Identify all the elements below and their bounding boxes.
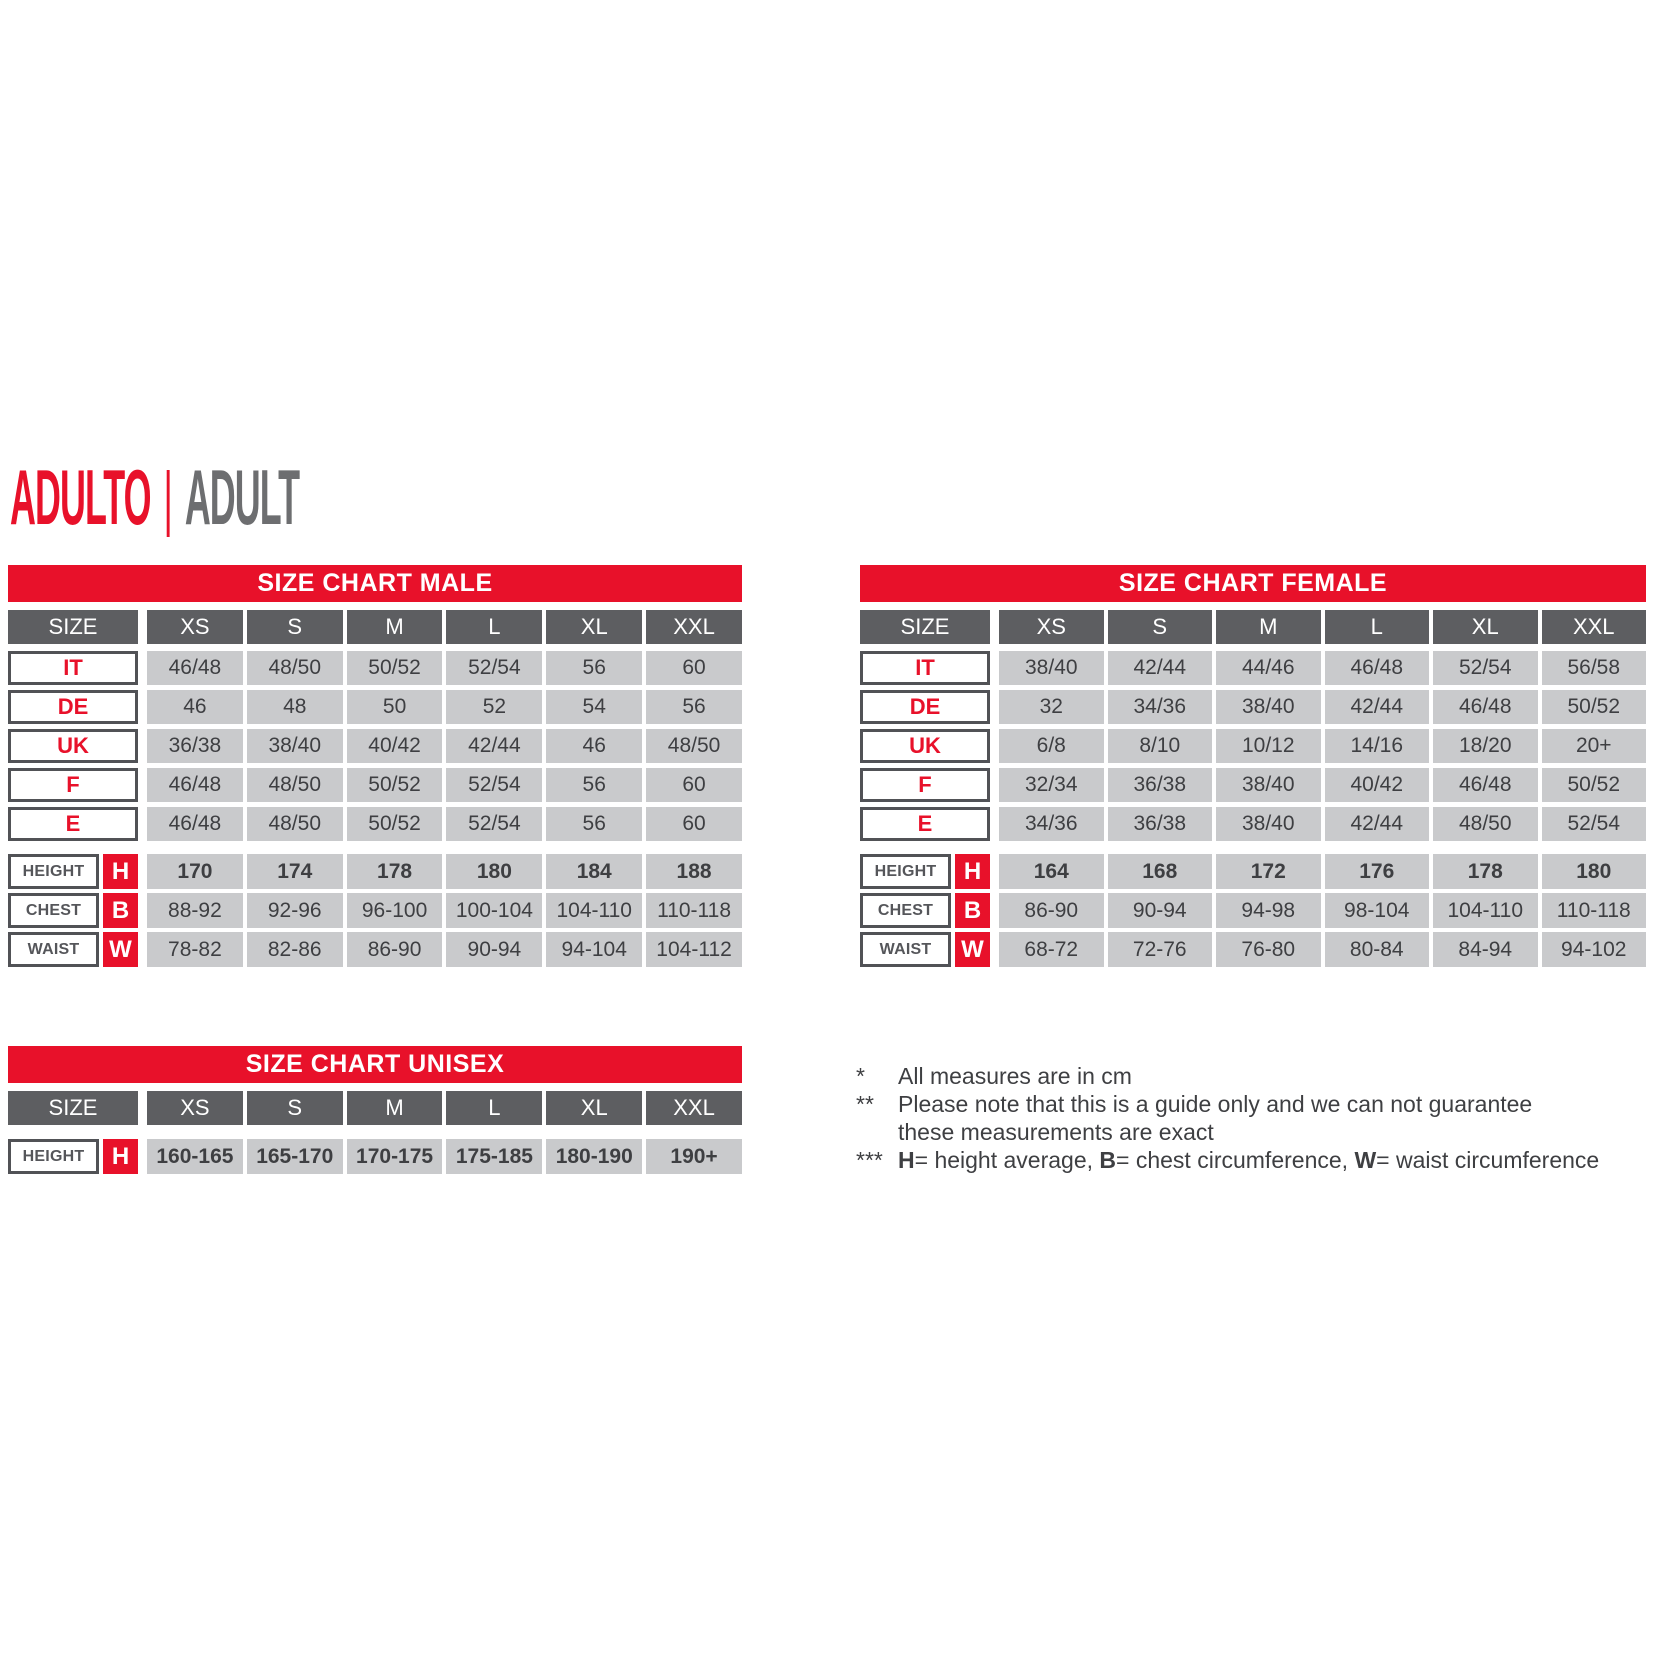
footnote-marker: *	[856, 1063, 865, 1089]
column-header-m: M	[347, 610, 443, 644]
measurement-value-cell: 98-104	[1325, 893, 1430, 928]
size-system-label: IT	[860, 651, 990, 685]
footnote-text	[898, 1146, 1654, 1174]
size-value-cell: 38/40	[999, 651, 1104, 685]
size-value-cell: 56	[546, 768, 642, 802]
measurement-value-cell: 78-82	[147, 932, 243, 967]
table-body	[8, 610, 742, 967]
page-title-english: ADULT	[184, 453, 300, 541]
column-header-s: S	[247, 1091, 343, 1125]
measurement-letter-badge: B	[103, 893, 138, 928]
measurement-value-cell: 164	[999, 854, 1104, 889]
column-header-size: SIZE	[8, 1091, 138, 1125]
size-value-cell: 42/44	[1108, 651, 1213, 685]
size-value-cell: 56	[646, 690, 742, 724]
size-value-cell: 10/12	[1216, 729, 1321, 763]
table-header-row	[8, 610, 742, 644]
size-value-cell: 14/16	[1325, 729, 1430, 763]
size-chart-unisex-table	[8, 1046, 742, 1178]
footnote-marker: ***	[856, 1147, 883, 1173]
measurements-group	[8, 854, 742, 967]
size-value-cell: 52/54	[446, 651, 542, 685]
size-value-cell: 48/50	[646, 729, 742, 763]
size-value-cell: 50/52	[347, 768, 443, 802]
size-value-cell: 38/40	[1216, 768, 1321, 802]
measurement-value-cell: 178	[1433, 854, 1538, 889]
column-header-xxl: XXL	[646, 610, 742, 644]
size-value-cell: 46/48	[1433, 690, 1538, 724]
size-value-cell: 46/48	[147, 768, 243, 802]
size-value-cell: 20+	[1542, 729, 1647, 763]
measurement-value-cell: 180	[1542, 854, 1647, 889]
size-system-label: E	[860, 807, 990, 841]
size-value-cell: 38/40	[247, 729, 343, 763]
measurement-label: WAIST	[860, 932, 951, 967]
measurement-value-cell: 84-94	[1433, 932, 1538, 967]
measurement-label: CHEST	[8, 893, 99, 928]
footnote-segment: H	[898, 1147, 915, 1173]
size-system-row	[860, 729, 1646, 763]
footnote-line	[856, 1118, 1654, 1146]
footnote-segment: these measurements are exact	[898, 1119, 1214, 1145]
measurement-letter-badge: H	[955, 854, 990, 889]
size-value-cell: 48/50	[247, 807, 343, 841]
measurement-value-cell: 176	[1325, 854, 1430, 889]
footnote-segment: Please note that this is a guide only and we can not guarantee	[898, 1091, 1533, 1117]
measurement-value-cell: 178	[347, 854, 443, 889]
measurement-value-cell: 94-104	[546, 932, 642, 967]
measurement-value-cell: 104-110	[546, 893, 642, 928]
size-value-cell: 46/48	[1325, 651, 1430, 685]
measurements-group	[8, 1139, 742, 1174]
measurement-value-cell: 86-90	[999, 893, 1104, 928]
measurement-letter-badge: H	[103, 1139, 138, 1174]
size-value-cell: 48	[247, 690, 343, 724]
size-value-cell: 52/54	[1433, 651, 1538, 685]
size-chart-male-table	[8, 565, 742, 971]
column-header-xs: XS	[147, 1091, 243, 1125]
size-value-cell: 52/54	[446, 768, 542, 802]
title-divider: |	[163, 456, 172, 538]
size-system-row	[8, 807, 742, 841]
column-header-xs: XS	[999, 610, 1104, 644]
measurement-value-cell: 160-165	[147, 1139, 243, 1174]
measurement-row	[8, 854, 742, 889]
size-value-cell: 44/46	[1216, 651, 1321, 685]
size-value-cell: 48/50	[247, 768, 343, 802]
measurement-label: CHEST	[860, 893, 951, 928]
column-header-xl: XL	[546, 610, 642, 644]
measurement-label: HEIGHT	[8, 854, 99, 889]
size-value-cell: 46/48	[147, 807, 243, 841]
size-system-label: F	[8, 768, 138, 802]
footnote-line	[856, 1090, 1654, 1118]
table-title: SIZE CHART UNISEX	[245, 1050, 505, 1078]
size-value-cell: 50/52	[1542, 768, 1647, 802]
measurement-label: HEIGHT	[8, 1139, 99, 1174]
measurement-letter-badge: H	[103, 854, 138, 889]
size-value-cell: 52/54	[1542, 807, 1647, 841]
measurement-value-cell: 170	[147, 854, 243, 889]
size-system-label: DE	[860, 690, 990, 724]
column-header-l: L	[1325, 610, 1430, 644]
size-system-row	[860, 807, 1646, 841]
measurement-value-cell: 100-104	[446, 893, 542, 928]
size-system-row	[8, 729, 742, 763]
footnote-segment: = height average,	[914, 1147, 1100, 1173]
column-header-xxl: XXL	[1542, 610, 1647, 644]
measurement-value-cell: 96-100	[347, 893, 443, 928]
size-value-cell: 36/38	[147, 729, 243, 763]
measurement-value-cell: 174	[247, 854, 343, 889]
measurement-value-cell: 88-92	[147, 893, 243, 928]
footnote-text	[898, 1118, 1654, 1146]
size-value-cell: 46	[546, 729, 642, 763]
size-value-cell: 38/40	[1216, 690, 1321, 724]
page-title	[10, 452, 639, 542]
column-header-xl: XL	[1433, 610, 1538, 644]
size-value-cell: 36/38	[1108, 807, 1213, 841]
size-value-cell: 56/58	[1542, 651, 1647, 685]
measurement-row	[860, 893, 1646, 928]
footnote-segment: = waist circumference	[1376, 1147, 1600, 1173]
size-value-cell: 60	[646, 651, 742, 685]
size-value-cell: 52/54	[446, 807, 542, 841]
size-value-cell: 46/48	[147, 651, 243, 685]
measurement-value-cell: 180	[446, 854, 542, 889]
size-value-cell: 6/8	[999, 729, 1104, 763]
size-value-cell: 48/50	[1433, 807, 1538, 841]
measurements-group	[860, 854, 1646, 967]
measurement-value-cell: 94-98	[1216, 893, 1321, 928]
measurement-letter-badge: B	[955, 893, 990, 928]
measurement-value-cell: 165-170	[247, 1139, 343, 1174]
size-value-cell: 50	[347, 690, 443, 724]
size-value-cell: 38/40	[1216, 807, 1321, 841]
measurement-value-cell: 172	[1216, 854, 1321, 889]
size-value-cell: 60	[646, 807, 742, 841]
measurement-value-cell: 110-118	[646, 893, 742, 928]
column-header-l: L	[446, 1091, 542, 1125]
size-system-row	[8, 651, 742, 685]
size-chart-female-table	[860, 565, 1646, 971]
footnote-marker: **	[856, 1091, 874, 1117]
measurement-row	[860, 854, 1646, 889]
size-value-cell: 50/52	[347, 807, 443, 841]
size-system-row	[8, 690, 742, 724]
size-value-cell: 46	[147, 690, 243, 724]
size-value-cell: 32/34	[999, 768, 1104, 802]
measurement-value-cell: 94-102	[1542, 932, 1647, 967]
size-value-cell: 36/38	[1108, 768, 1213, 802]
column-header-xxl: XXL	[646, 1091, 742, 1125]
table-title-bar	[8, 1046, 742, 1083]
size-value-cell: 42/44	[446, 729, 542, 763]
size-value-cell: 40/42	[1325, 768, 1430, 802]
footnote-text	[898, 1062, 1654, 1090]
size-value-cell: 56	[546, 651, 642, 685]
measurement-label: WAIST	[8, 932, 99, 967]
footnote-segment: W	[1354, 1147, 1377, 1173]
measurement-value-cell: 188	[646, 854, 742, 889]
size-system-label: E	[8, 807, 138, 841]
measurement-value-cell: 90-94	[446, 932, 542, 967]
size-value-cell: 8/10	[1108, 729, 1213, 763]
table-body	[8, 1091, 742, 1174]
size-value-cell: 40/42	[347, 729, 443, 763]
column-header-xl: XL	[546, 1091, 642, 1125]
size-value-cell: 42/44	[1325, 690, 1430, 724]
table-body	[860, 610, 1646, 967]
size-system-label: UK	[8, 729, 138, 763]
column-header-size: SIZE	[860, 610, 990, 644]
measurement-value-cell: 82-86	[247, 932, 343, 967]
size-value-cell: 42/44	[1325, 807, 1430, 841]
measurement-row	[8, 932, 742, 967]
footnote-line	[856, 1062, 1654, 1090]
footnote-segment: All measures are in cm	[898, 1063, 1132, 1089]
measurement-value-cell: 92-96	[247, 893, 343, 928]
table-title: SIZE CHART MALE	[257, 569, 493, 597]
column-header-size: SIZE	[8, 610, 138, 644]
table-header-row	[860, 610, 1646, 644]
column-header-m: M	[347, 1091, 443, 1125]
column-header-l: L	[446, 610, 542, 644]
footnotes	[856, 1062, 1654, 1174]
size-system-label: UK	[860, 729, 990, 763]
table-title-bar	[860, 565, 1646, 602]
size-system-label: IT	[8, 651, 138, 685]
measurement-value-cell: 184	[546, 854, 642, 889]
page-title-text	[10, 452, 299, 542]
footnote-line	[856, 1146, 1654, 1174]
measurement-value-cell: 72-76	[1108, 932, 1213, 967]
footnote-text	[898, 1090, 1654, 1118]
measurement-label: HEIGHT	[860, 854, 951, 889]
footnote-segment: = chest circumference,	[1116, 1147, 1355, 1173]
column-header-s: S	[247, 610, 343, 644]
measurement-value-cell: 170-175	[347, 1139, 443, 1174]
measurement-value-cell: 104-112	[646, 932, 742, 967]
measurement-value-cell: 104-110	[1433, 893, 1538, 928]
measurement-letter-badge: W	[955, 932, 990, 967]
measurement-value-cell: 190+	[646, 1139, 742, 1174]
measurement-row	[860, 932, 1646, 967]
table-header-row	[8, 1091, 742, 1125]
column-header-s: S	[1108, 610, 1213, 644]
size-value-cell: 56	[546, 807, 642, 841]
measurement-value-cell: 80-84	[1325, 932, 1430, 967]
measurement-value-cell: 90-94	[1108, 893, 1213, 928]
measurement-value-cell: 168	[1108, 854, 1213, 889]
size-value-cell: 48/50	[247, 651, 343, 685]
measurement-row	[8, 893, 742, 928]
size-value-cell: 54	[546, 690, 642, 724]
footnote-marker	[856, 1118, 898, 1146]
size-system-row	[860, 690, 1646, 724]
size-value-cell: 60	[646, 768, 742, 802]
page-title-italian: ADULTO	[10, 453, 151, 541]
size-value-cell: 32	[999, 690, 1104, 724]
table-title-bar	[8, 565, 742, 602]
size-value-cell: 34/36	[1108, 690, 1213, 724]
table-title: SIZE CHART FEMALE	[1118, 569, 1388, 597]
size-value-cell: 34/36	[999, 807, 1104, 841]
column-header-m: M	[1216, 610, 1321, 644]
measurement-value-cell: 76-80	[1216, 932, 1321, 967]
size-system-row	[860, 651, 1646, 685]
measurement-value-cell: 86-90	[347, 932, 443, 967]
size-system-label: F	[860, 768, 990, 802]
measurement-value-cell: 68-72	[999, 932, 1104, 967]
size-value-cell: 50/52	[1542, 690, 1647, 724]
size-value-cell: 46/48	[1433, 768, 1538, 802]
column-header-xs: XS	[147, 610, 243, 644]
measurement-letter-badge: W	[103, 932, 138, 967]
size-system-row	[860, 768, 1646, 802]
size-system-row	[8, 768, 742, 802]
size-system-label: DE	[8, 690, 138, 724]
footnote-segment: B	[1099, 1147, 1117, 1173]
measurement-value-cell: 180-190	[546, 1139, 642, 1174]
measurement-value-cell: 110-118	[1542, 893, 1647, 928]
size-value-cell: 50/52	[347, 651, 443, 685]
size-value-cell: 52	[446, 690, 542, 724]
size-value-cell: 18/20	[1433, 729, 1538, 763]
measurement-row	[8, 1139, 742, 1174]
measurement-value-cell: 175-185	[446, 1139, 542, 1174]
